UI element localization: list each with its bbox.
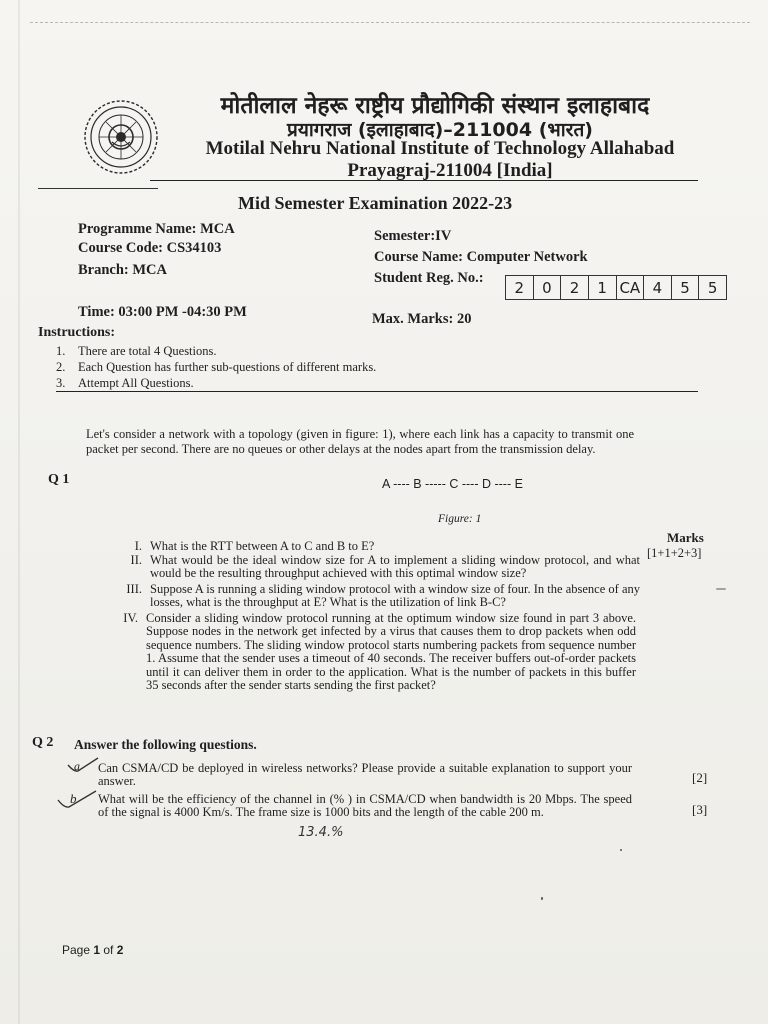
- institute-city-hindi: प्रयागराज (इलाहाबाद)–211004 (भारत): [287, 119, 593, 141]
- exam-title: Mid Semester Examination 2022-23: [238, 193, 513, 213]
- institute-name-hindi: मोतीलाल नेहरू राष्ट्रीय प्रौद्योगिकी संस्थान इलाहाबाद: [220, 93, 650, 119]
- handwritten-answer: 13.4.%: [298, 825, 344, 840]
- instructions-heading: Instructions:: [38, 325, 116, 340]
- handwritten-tick-icon: [66, 756, 100, 774]
- subquestion-number: III.: [126, 582, 142, 596]
- reg-digit-box[interactable]: CA: [617, 276, 645, 299]
- q2-part-a: Can CSMA/CD be deployed in wireless networks? Please provide a suitable explanation to support your answer.: [98, 761, 632, 789]
- q2-part-letter: b: [70, 791, 77, 806]
- q1-subquestion: I. What is the RTT between A to C and B to E?: [150, 540, 640, 553]
- course-code: Course Code: CS34103: [78, 240, 222, 256]
- student-reg-label: Student Reg. No.:: [374, 270, 484, 286]
- handwritten-tick-icon: [56, 788, 98, 810]
- q1-subquestion: IV. Consider a sliding window protocol running at the optimum window size found in part 3 above. Suppose nodes in the network get infected by a virus that causes them to drop packets when odd sequence numbers. The sliding window protocol starts numbering packets from sequence number 1. Assume that the sender uses a timeout of 40 seconds. The receiver buffers out-of-order packets until it can deliver them in order to the application. What is the number of packets in this buffer 35 seconds after the sender starts sending the first packet?: [146, 612, 636, 692]
- reg-digit-box[interactable]: 2: [506, 276, 534, 299]
- max-marks: Max. Marks: 20: [372, 311, 472, 327]
- reg-digit-box[interactable]: 4: [644, 276, 672, 299]
- instruction-item: 3. Attempt All Questions.: [56, 376, 194, 390]
- exam-time: Time: 03:00 PM -04:30 PM: [78, 304, 247, 320]
- reg-digit-box[interactable]: 0: [534, 276, 562, 299]
- q1-subquestion: II. What would be the ideal window size for A to implement a sliding window protocol, and what would be the resulting throughput achieved with this optimal window size?: [150, 554, 640, 581]
- subquestion-number: I.: [134, 539, 142, 553]
- header-divider: [150, 180, 698, 181]
- instruction-item: 1. There are total 4 Questions.: [56, 344, 217, 358]
- network-topology-figure: A ---- B ----- C ---- D ---- E: [382, 477, 523, 491]
- reg-digit-box[interactable]: 1: [589, 276, 617, 299]
- q1-marks-distribution: [1+1+2+3]: [647, 546, 702, 560]
- q1-label: Q 1: [48, 472, 70, 487]
- q2-part-letter: a: [74, 759, 80, 773]
- q2a-marks: [2]: [692, 770, 708, 785]
- instructions-divider: [56, 391, 698, 392]
- instruction-item: 2. Each Question has further sub-questions of different marks.: [56, 360, 377, 374]
- programme-name: Programme Name: MCA: [78, 221, 235, 237]
- reg-digit-box[interactable]: 5: [672, 276, 700, 299]
- scan-speck: [620, 849, 622, 851]
- course-name: Course Name: Computer Network: [374, 249, 588, 265]
- q2-heading: Answer the following questions.: [74, 737, 257, 752]
- scan-speck: [716, 588, 726, 590]
- header-divider-short: [38, 188, 158, 189]
- page-number: Page 1 of 2: [62, 943, 124, 957]
- institute-logo-icon: [82, 98, 160, 176]
- subquestion-number: IV.: [123, 611, 138, 625]
- subquestion-number: II.: [130, 553, 142, 567]
- institute-city-english: Prayagraj-211004 [India]: [347, 160, 553, 181]
- q2-part-b: What will be the efficiency of the channel in (% ) in CSMA/CD when bandwidth is 20 Mbps. The speed of the signal is 4000 Km/s. The frame size is 1000 bits and the length of the cable 200 m.: [98, 792, 632, 820]
- figure-caption: Figure: 1: [438, 513, 482, 525]
- q1-intro-text: Let's consider a network with a topology (given in figure: 1), where each link has a capacity to transmit one packet per second. There are no queues or other delays at the nodes apart from the transmission delay.: [86, 427, 634, 456]
- semester: Semester:IV: [374, 228, 452, 244]
- q2-label: Q 2: [32, 735, 54, 750]
- q1-subquestion: III. Suppose A is running a sliding window protocol with a window size of four. In the absence of any losses, what is the throughput at E? What is the utilization of link B-C?: [150, 583, 640, 610]
- institute-name-english: Motilal Nehru National Institute of Technology Allahabad: [205, 138, 675, 159]
- marks-heading: Marks: [667, 530, 704, 545]
- student-reg-boxes[interactable]: [505, 275, 727, 300]
- branch: Branch: MCA: [78, 262, 168, 278]
- instructions-list: [56, 343, 376, 391]
- page-fold-shadow: [18, 0, 20, 1024]
- q2b-marks: [3]: [692, 802, 708, 817]
- top-dashed-line: [30, 22, 750, 23]
- reg-digit-box[interactable]: 2: [561, 276, 589, 299]
- scan-speck: [541, 897, 543, 900]
- reg-digit-box[interactable]: 5: [707, 279, 718, 297]
